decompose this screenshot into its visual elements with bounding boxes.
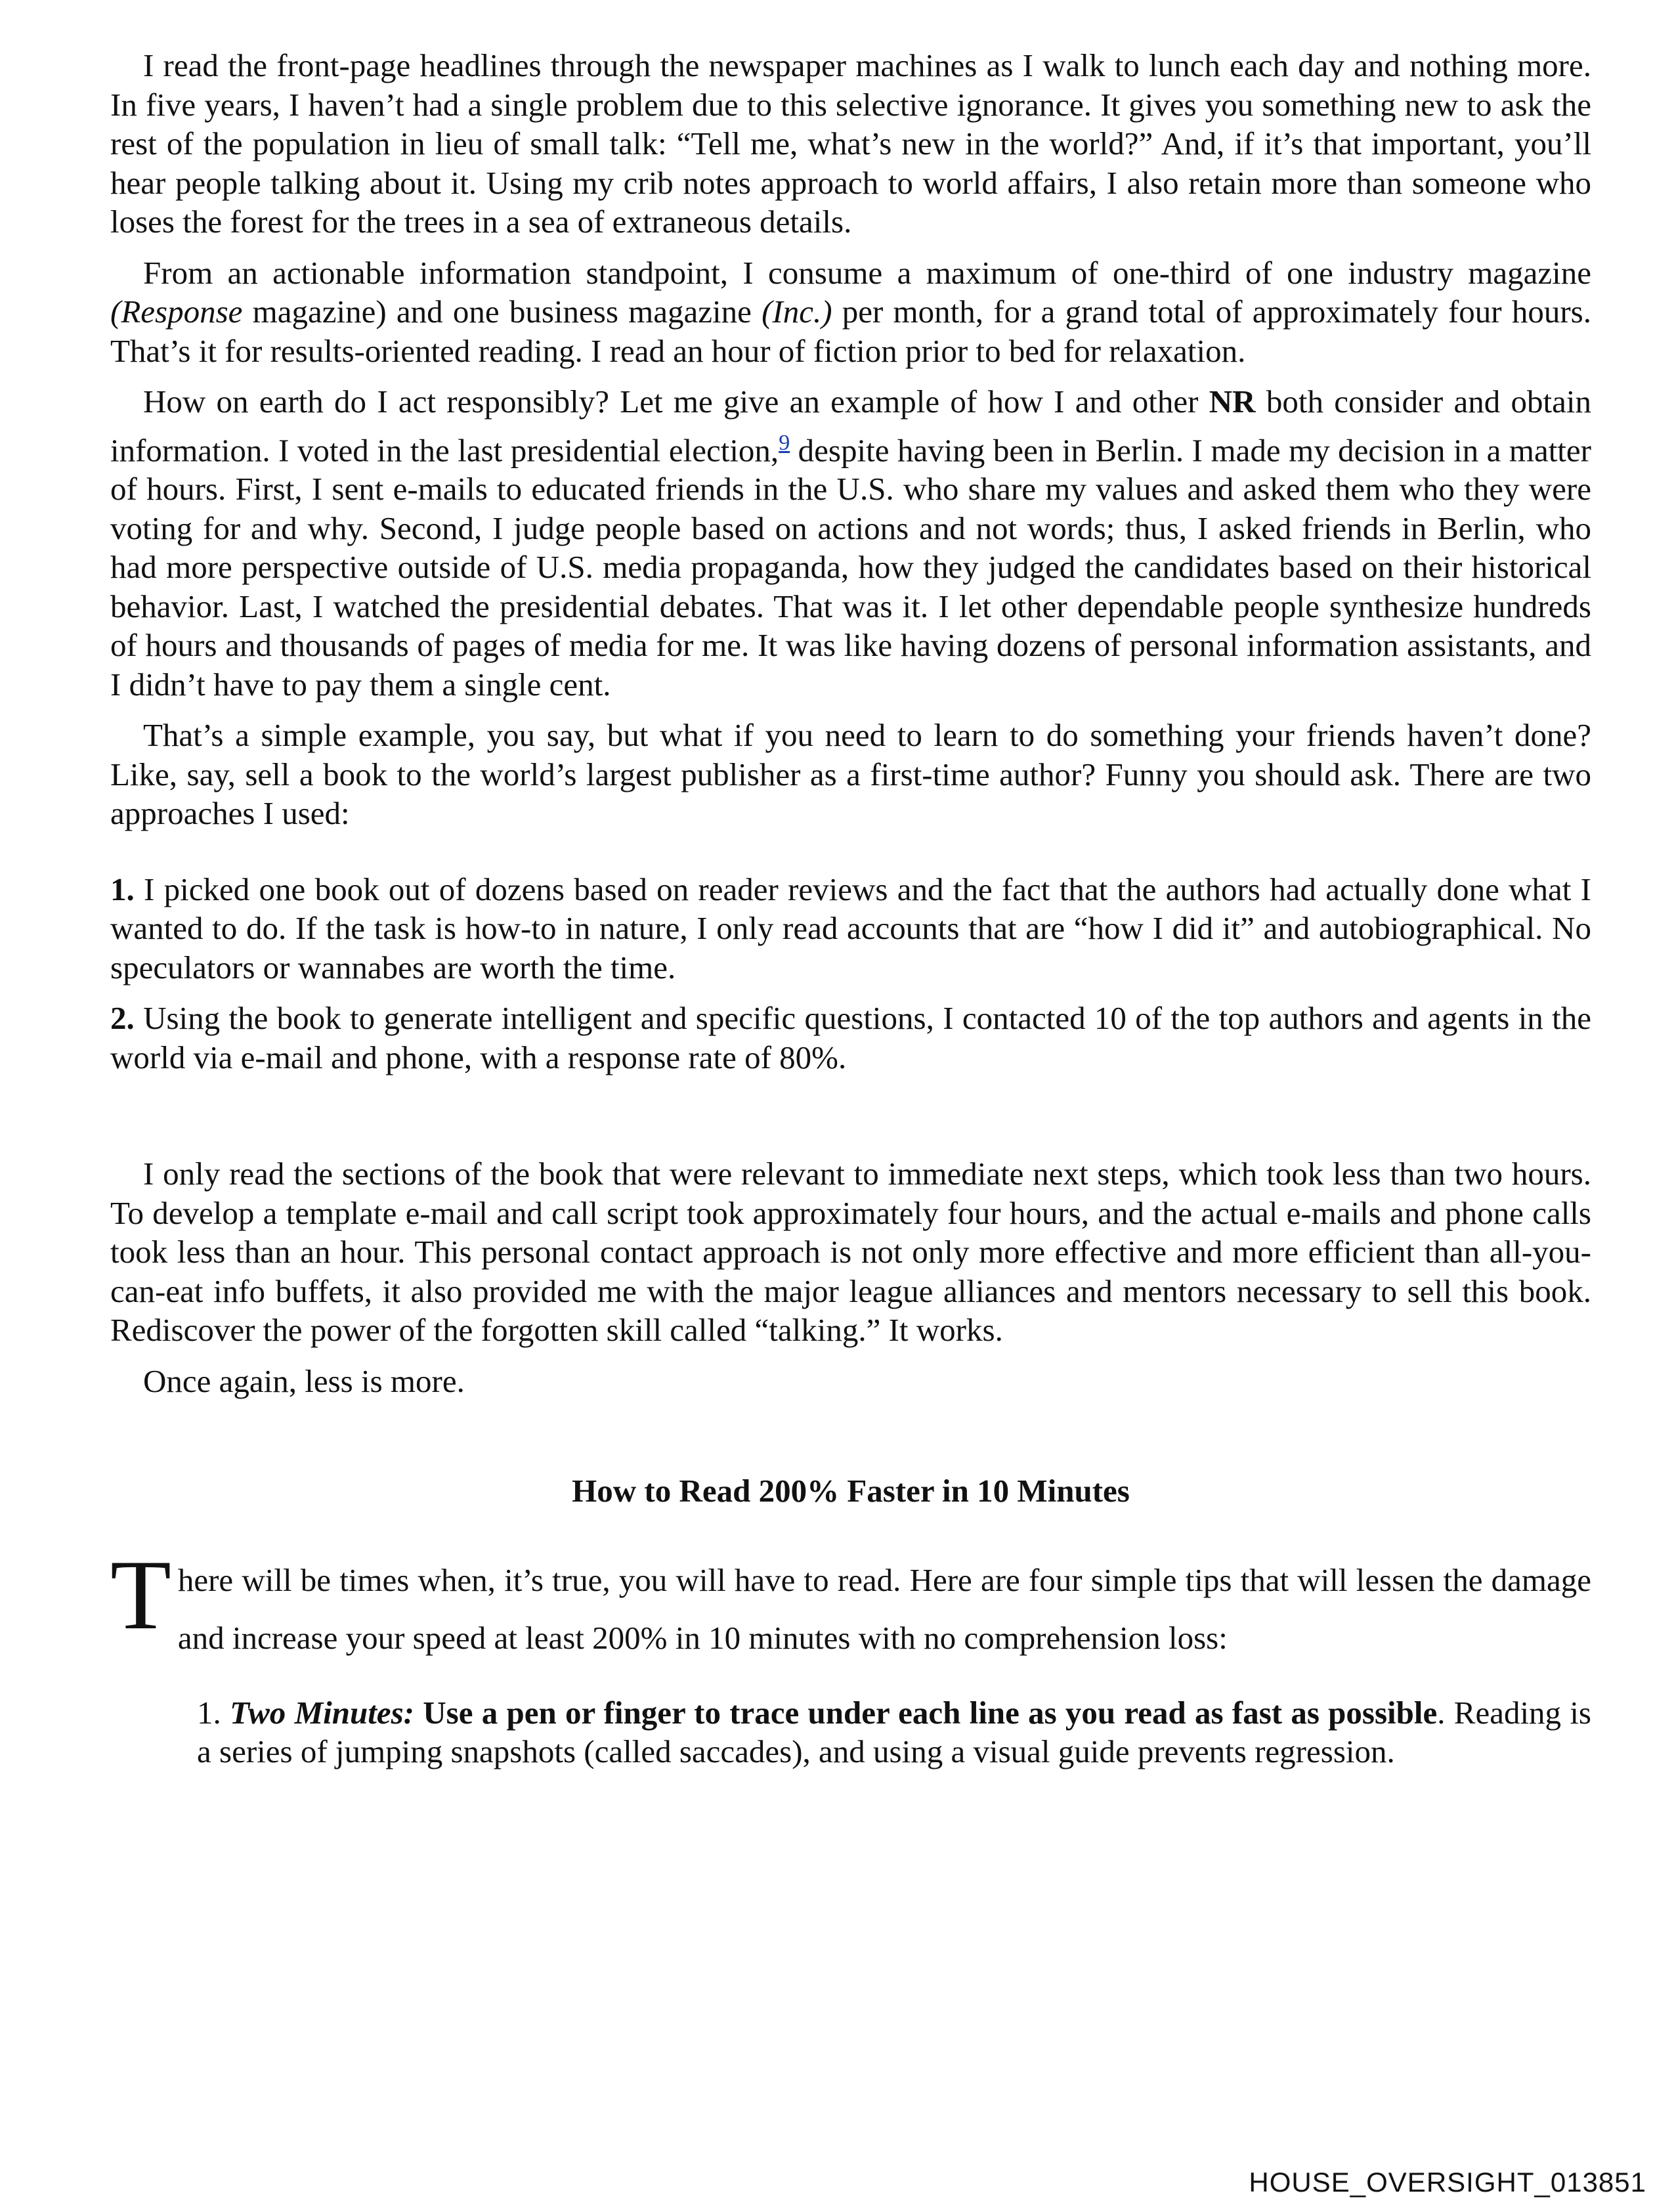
paragraph-news-habits: I read the front-page headlines through the newspaper machines as I walk to lunch each day and nothing more. In five years, I haven’t had a single problem due to this selective ignorance. It gives you something new to ask the rest of the population in lieu of small talk: “Tell me, what’s new in the world?” And, if it’s that important, you’ll hear people talking about it. Using my crib notes approach to world affairs, I also retain more than someone who loses the forest for the trees in a sea of extraneous details. [110,47,1591,240]
text-run: despite having been in Berlin. I made my decision in a matter of hours. First, I sent e-mails to educated friends in the U.S. who share my values and asked them who they were voting for and why. Second, I judge people based on actions and not words; thus, I asked friends in Berlin, who had more perspective outside of U.S. media propaganda, how they judged the candidates based on their historical behavior. Last, I watched the presidential debates. That was it. I let other dependable people synthesize hundreds of hours and thousands of pages of media for me. It was like having dozens of personal information assistants, and I didn’t have to pay them a single cent. [110,431,1591,703]
paragraph-less-is-more: Once again, less is more. [143,1362,465,1399]
drop-cap: T [110,1539,171,1650]
text-run: From an actionable information standpoint, I consume a maximum of one-third of one industry magazine [143,254,1591,291]
list-number: 1. [110,871,135,907]
page-body [110,46,1591,1771]
bold-nr: NR [1209,383,1256,420]
paragraph-two-approaches: That’s a simple example, you say, but what if you need to learn to do something your friends haven’t done? Like, say, sell a book to the world’s largest publisher as a first-time author? Funny you should ask. There are two approaches I used: [110,717,1591,832]
list-item [110,999,1591,1077]
list-number: 2. [110,1000,135,1037]
bates-footer: HOUSE_OVERSIGHT_013851 [1249,2167,1646,2198]
text-run: How on earth do I act responsibly? Let me give an example of how I and other [143,383,1209,420]
text-run: per month, for a grand total of approximately four hours. That’s it for results-oriented reading. I read an hour of fiction prior to bed for relaxation. [110,293,1591,369]
tip-item [197,1693,1591,1771]
paragraph-personal-contact: I only read the sections of the book that were relevant to immediate next steps, which took less than two hours. To develop a template e-mail and call script took approximately four hours, and the actual e-mails and phone calls took less than an hour. This personal contact approach is not only more effective and more efficient than all-you-can-eat info buffets, it also provided me with the major league alliances and mentors necessary to sell this book. Rediscover the power of the forgotten skill called “talking.” It works. [110,1156,1591,1349]
tip-bold-text: Use a pen or finger to trace under each line as you read as fast as possible [414,1694,1438,1731]
paragraph-reading-budget [110,253,1591,371]
list-item [110,870,1591,987]
paragraph-voting-example [110,382,1591,704]
list-text: Using the book to generate intelligent and specific questions, I contacted 10 of the top authors and agents in the world via e-mail and phone, with a response rate of 80%. [110,1000,1591,1075]
tip-text: . Reading is a series of jumping snapshots (called saccades), and using a visual guide prevents regression. [197,1694,1591,1770]
italic-title-response: (Response [110,293,243,330]
footnote-link[interactable]: 9 [779,430,790,455]
tip-number: 1. [197,1694,230,1731]
list-text: I picked one book out of dozens based on reader reviews and the fact that the authors had actually done what I wanted to do. If the task is how-to in nature, I only read accounts that are “how I did it” and autobiographical. No speculators or wannabes are worth the time. [110,871,1591,986]
section-intro [110,1539,1591,1667]
section-heading: How to Read 200% Faster in 10 Minutes [572,1473,1130,1509]
text-run: magazine) and one business magazine [242,293,762,330]
intro-text: here will be times when, it’s true, you will have to read. Here are four simple tips that will lessen the damage and increase your speed at least 200% in 10 minutes with no comprehension loss: [177,1561,1591,1656]
tip-label: Two Minutes: [230,1694,414,1731]
text-run: both consider and obtain information. I voted in the last presidential election, [110,383,1592,468]
italic-title-inc: (Inc.) [762,293,832,330]
